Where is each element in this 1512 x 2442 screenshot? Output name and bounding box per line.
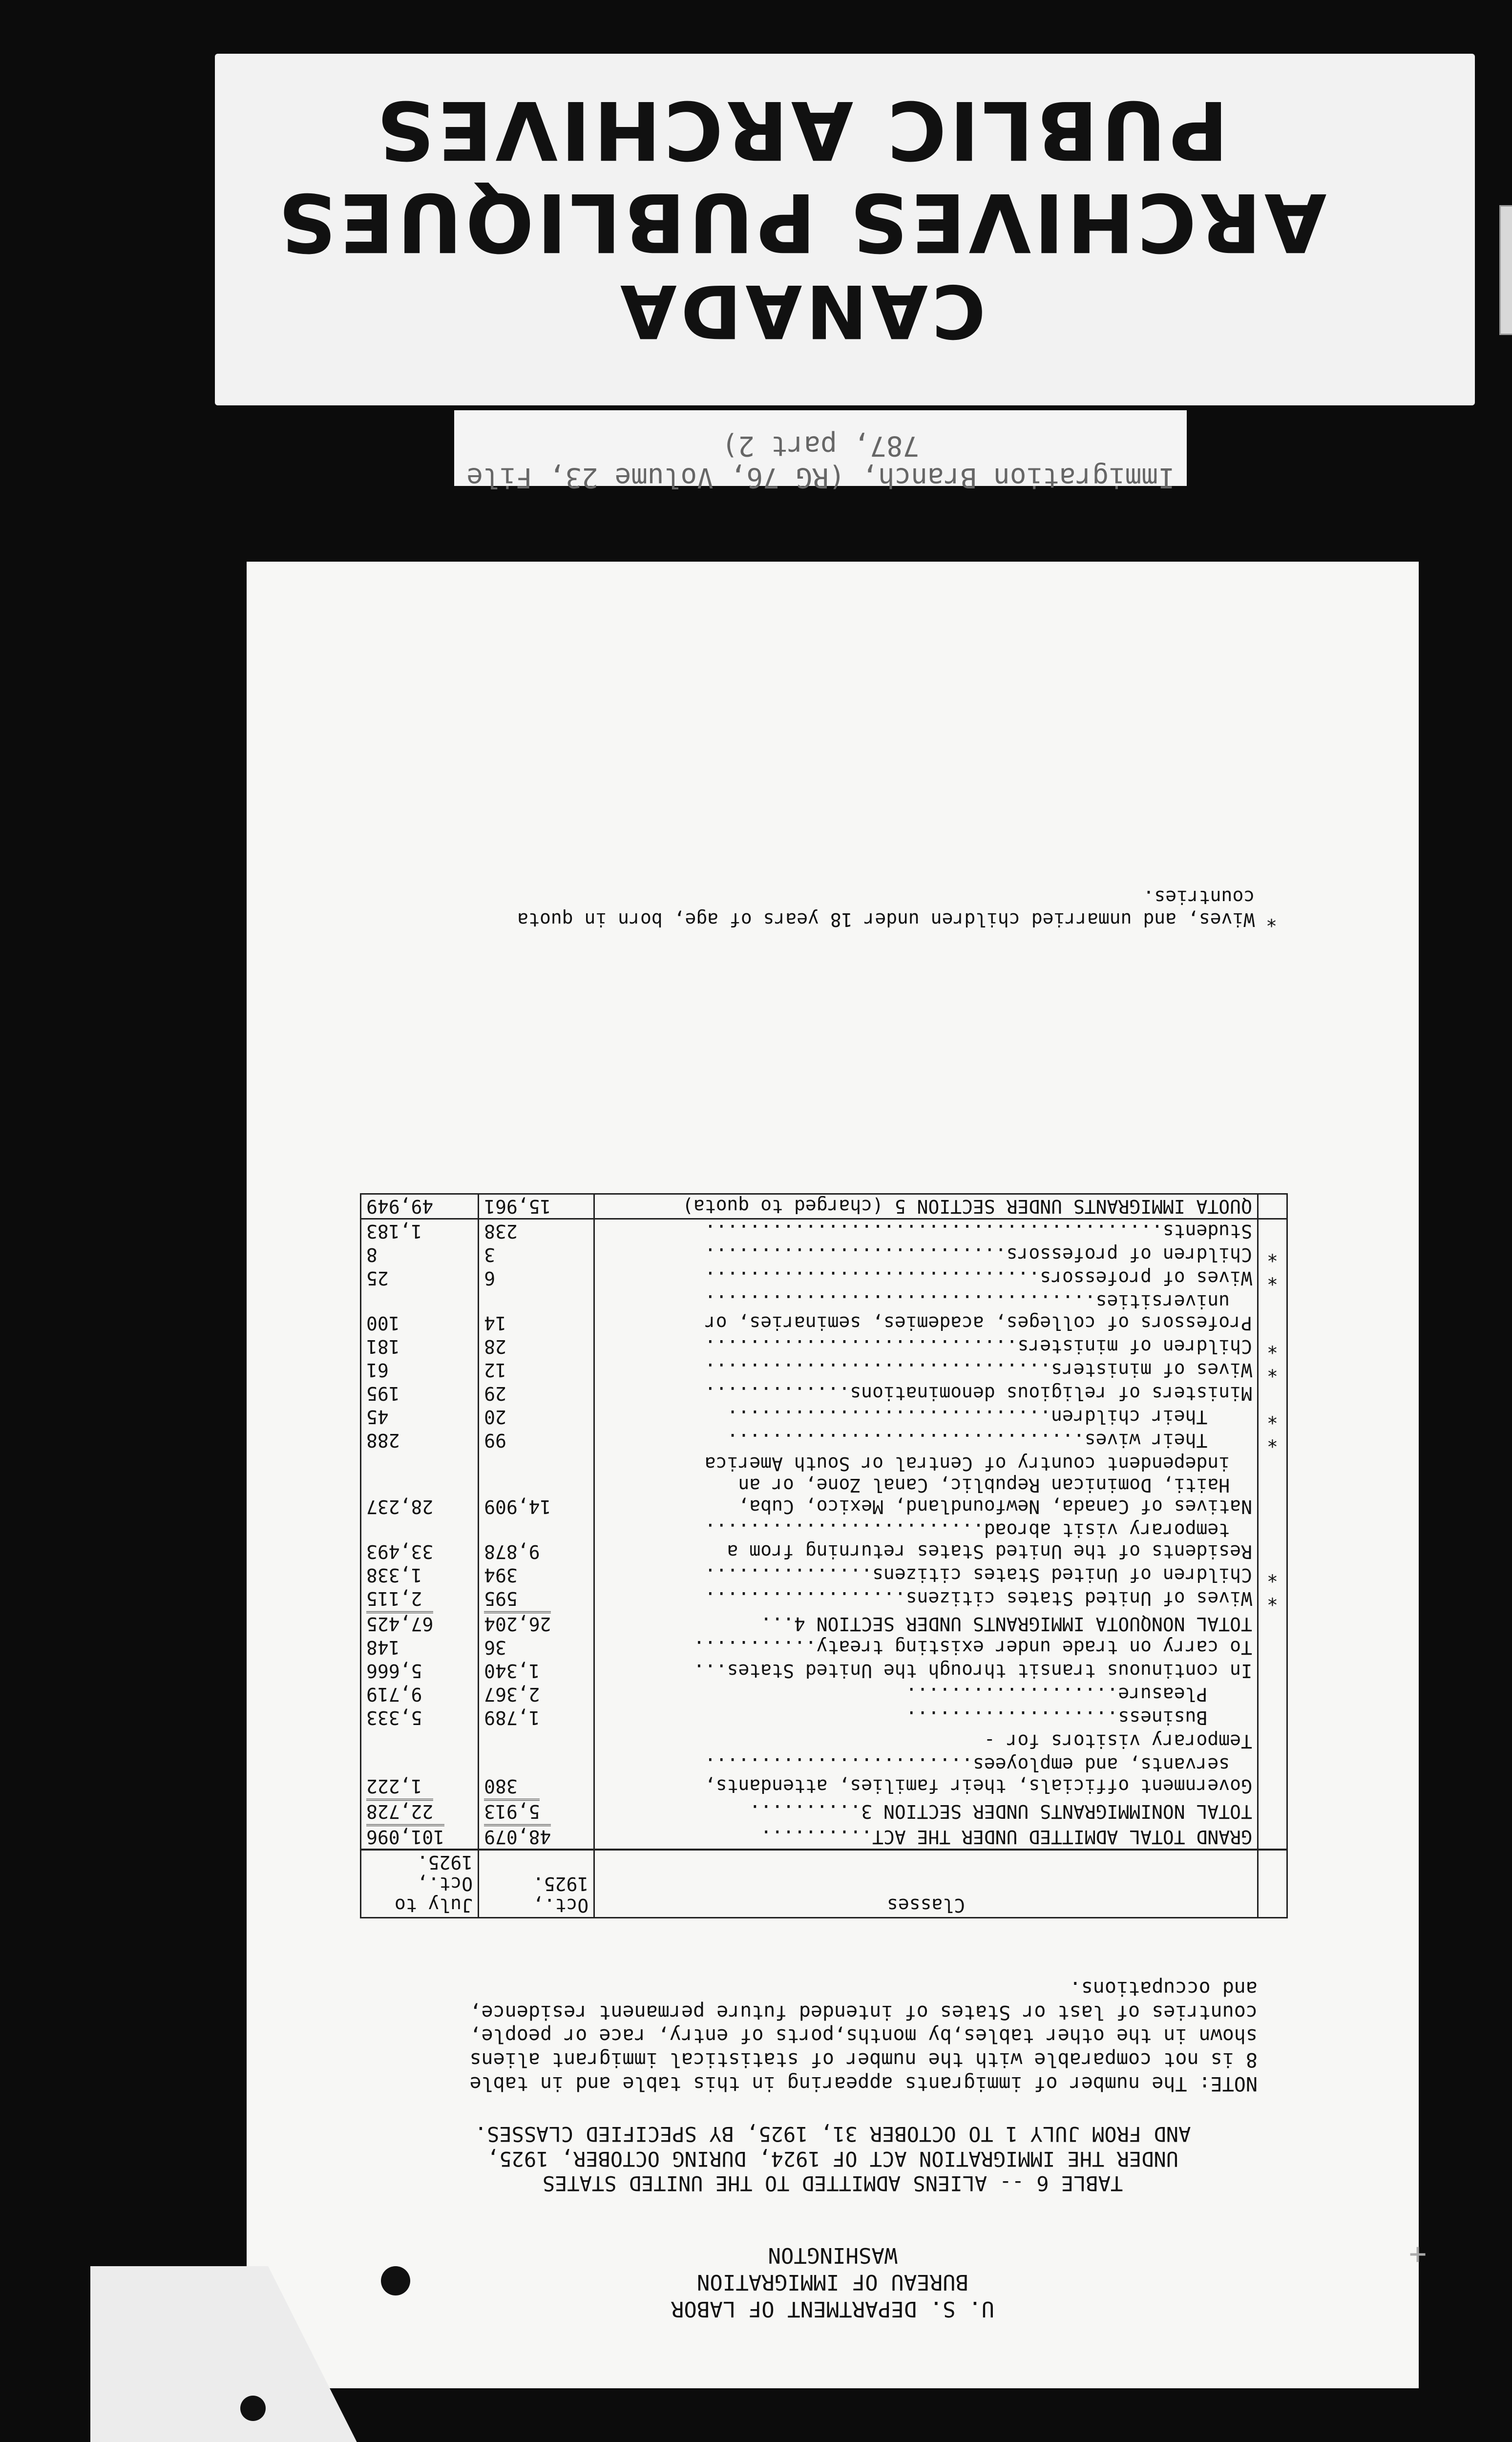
row-footnote-marker	[1258, 1798, 1287, 1823]
row-class-label: Children of ministers............................	[594, 1335, 1258, 1358]
row-footnote-marker: *	[1258, 1587, 1287, 1610]
table-row	[361, 1194, 1287, 1219]
row-oct-value: 12	[479, 1358, 594, 1382]
row-class-label: Temporary visitors for -	[594, 1729, 1258, 1753]
table-title	[247, 2122, 1419, 2195]
row-july-oct-value: 49,949	[361, 1194, 479, 1219]
row-oct-value: 595	[479, 1587, 594, 1610]
table-row	[361, 1563, 1287, 1587]
row-oct-value: 394	[479, 1563, 594, 1587]
title-line-1: TABLE 6 -- ALIENS ADMITTED TO THE UNITED STATES	[542, 2171, 1123, 2195]
row-class-label: QUOTA IMMIGRANTS UNDER SECTION 5 (charged to quota)	[594, 1194, 1258, 1219]
row-july-oct-value: 28,237	[361, 1452, 479, 1518]
row-july-oct-value: 8	[361, 1243, 479, 1266]
row-footnote-marker	[1258, 1452, 1287, 1518]
banner-line-canada: CANADA	[616, 268, 986, 353]
letterhead	[247, 2242, 1419, 2322]
table-row	[361, 1706, 1287, 1729]
row-july-oct-value: 9,719	[361, 1683, 479, 1706]
row-class-label: GRAND TOTAL ADMITTED UNDER THE ACT..........	[594, 1823, 1258, 1850]
document-page	[247, 562, 1427, 2388]
banner-line-archives-publiques: ARCHIVES PUBLIQUES	[275, 175, 1327, 270]
table-row	[361, 1219, 1287, 1243]
row-class-label: TOTAL NONIMMIGRANTS UNDER SECTION 3..........	[594, 1798, 1258, 1823]
row-class-label: In continuous transit through the United States...	[594, 1659, 1258, 1683]
row-oct-value: 1,340	[479, 1659, 594, 1683]
total-value: 48,079	[484, 1824, 551, 1848]
banner-tab	[1499, 205, 1512, 335]
table-row	[361, 1290, 1287, 1335]
row-oct-value: 14,909	[479, 1452, 594, 1518]
row-july-oct-value: 2,115	[361, 1587, 479, 1610]
note-paragraph: NOTE: The number of immigrants appearing in this table and in table 8 is not comparable with the number of statistical immigrant aliens shown in the other tables,by months,ports of entry, race or people, countries of last or States of intended future permanent residence, and occupations.	[469, 1977, 1258, 2095]
row-class-label: Wives of United States citizens..................	[594, 1587, 1258, 1610]
row-july-oct-value: 5,333	[361, 1706, 479, 1729]
table-row	[361, 1729, 1287, 1753]
row-footnote-marker: *	[1258, 1405, 1287, 1429]
table-row	[361, 1610, 1287, 1636]
table-row	[361, 1452, 1287, 1518]
row-july-oct-value: 1,183	[361, 1219, 479, 1243]
stray-mark: +	[1409, 2237, 1427, 2271]
row-oct-value	[479, 1798, 594, 1823]
archives-banner	[215, 54, 1475, 405]
row-footnote-marker	[1258, 1382, 1287, 1405]
row-class-label: Professors of colleges, academies, seminaries, or universities...................................	[594, 1290, 1258, 1335]
row-oct-value: 380	[479, 1753, 594, 1798]
row-class-label: To carry on trade under existing treaty...........	[594, 1636, 1258, 1659]
row-footnote-marker: *	[1258, 1243, 1287, 1266]
row-july-oct-value: 45	[361, 1405, 479, 1429]
banner-text	[215, 83, 1387, 353]
row-oct-value: 29	[479, 1382, 594, 1405]
row-july-oct-value	[361, 1798, 479, 1823]
row-footnote-marker	[1258, 1729, 1287, 1753]
row-july-oct-value: 33,493	[361, 1518, 479, 1563]
punch-hole	[381, 2266, 410, 2295]
row-footnote-marker	[1258, 1290, 1287, 1335]
row-oct-value: 28	[479, 1335, 594, 1358]
table-row	[361, 1382, 1287, 1405]
row-july-oct-value: 181	[361, 1335, 479, 1358]
row-july-oct-value	[361, 1610, 479, 1636]
total-value: 22,728	[366, 1799, 433, 1822]
july-oct-column-header: July to Oct., 1925.	[361, 1850, 479, 1918]
row-july-oct-value: 1,338	[361, 1563, 479, 1587]
row-footnote-marker	[1258, 1610, 1287, 1636]
footnote: * Wives, and unmarried children under 18 years of age, born in quota countries.	[517, 886, 1277, 930]
row-footnote-marker	[1258, 1706, 1287, 1729]
reference-slip	[454, 410, 1187, 493]
row-july-oct-value: 288	[361, 1429, 479, 1452]
table-row	[361, 1358, 1287, 1382]
table-row	[361, 1753, 1287, 1798]
row-july-oct-value	[361, 1729, 479, 1753]
title-line-2: UNDER THE IMMIGRATION ACT OF 1924, DURING OCTOBER, 1925,	[486, 2147, 1179, 2171]
table-row	[361, 1518, 1287, 1563]
table-row	[361, 1659, 1287, 1683]
title-line-3: AND FROM JULY 1 TO OCTOBER 31, 1925, BY SPECIFIED CLASSES.	[474, 2122, 1191, 2147]
row-class-label: Government officials, their families, attendants, servants, and employees........................	[594, 1753, 1258, 1798]
row-oct-value: 2,367	[479, 1683, 594, 1706]
row-class-label: Their children.............................	[594, 1405, 1258, 1429]
row-oct-value	[479, 1729, 594, 1753]
table-row	[361, 1266, 1287, 1290]
row-class-label: Their wives................................	[594, 1429, 1258, 1452]
row-july-oct-value: 61	[361, 1358, 479, 1382]
reference-text: Immigration Branch, (RG 76, Volume 23, File 787, part 2)	[466, 430, 1175, 493]
row-oct-value: 238	[479, 1219, 594, 1243]
row-footnote-marker	[1258, 1518, 1287, 1563]
total-value: 67,425	[366, 1611, 433, 1635]
city-name: WASHINGTON	[768, 2243, 898, 2268]
row-class-label: Natives of Canada, Newfoundland, Mexico, Cuba, Haiti, Dominican Republic, Canal Zone, or an independent country of Central or South America	[594, 1452, 1258, 1518]
row-footnote-marker	[1258, 1194, 1287, 1219]
table-row	[361, 1429, 1287, 1452]
row-class-label: Residents of the United States returning from a temporary visit abroad.........................	[594, 1518, 1258, 1563]
row-oct-value: 9,878	[479, 1518, 594, 1563]
row-oct-value: 99	[479, 1429, 594, 1452]
table-row	[361, 1823, 1287, 1850]
row-class-label: Ministers of religious denominations.............	[594, 1382, 1258, 1405]
row-oct-value	[479, 1823, 594, 1850]
row-july-oct-value: 1,222	[361, 1753, 479, 1798]
row-july-oct-value: 195	[361, 1382, 479, 1405]
row-footnote-marker: *	[1258, 1358, 1287, 1382]
row-class-label: Children of United States citizens...............	[594, 1563, 1258, 1587]
row-footnote-marker: *	[1258, 1429, 1287, 1452]
classes-table	[360, 1193, 1288, 1918]
row-oct-value: 3	[479, 1243, 594, 1266]
row-footnote-marker	[1258, 1219, 1287, 1243]
row-footnote-marker: *	[1258, 1563, 1287, 1587]
table-row	[361, 1636, 1287, 1659]
row-oct-value	[479, 1610, 594, 1636]
table-row	[361, 1335, 1287, 1358]
row-july-oct-value: 148	[361, 1636, 479, 1659]
row-oct-value: 1,789	[479, 1706, 594, 1729]
row-footnote-marker: *	[1258, 1335, 1287, 1358]
row-class-label: TOTAL NONQUOTA IMMIGRANTS UNDER SECTION 4...	[594, 1610, 1258, 1636]
row-class-label: Children of professors...........................	[594, 1243, 1258, 1266]
total-value: 101,096	[366, 1824, 444, 1848]
row-july-oct-value: 5,666	[361, 1659, 479, 1683]
row-oct-value: 14	[479, 1290, 594, 1335]
row-class-label: Students.........................................	[594, 1219, 1258, 1243]
tag-punch-hole	[240, 2396, 266, 2421]
row-class-label: Pleasure...................	[594, 1683, 1258, 1706]
row-footnote-marker	[1258, 1636, 1287, 1659]
star-column-header	[1258, 1850, 1287, 1918]
row-oct-value: 36	[479, 1636, 594, 1659]
row-oct-value: 6	[479, 1266, 594, 1290]
table-body	[361, 1194, 1287, 1850]
table-row	[361, 1243, 1287, 1266]
table-row	[361, 1798, 1287, 1823]
department-name: U. S. DEPARTMENT OF LABOR	[671, 2296, 995, 2321]
row-footnote-marker	[1258, 1823, 1287, 1850]
row-july-oct-value	[361, 1823, 479, 1850]
oct-column-header: Oct., 1925.	[479, 1850, 594, 1918]
table-row	[361, 1587, 1287, 1610]
row-footnote-marker: *	[1258, 1266, 1287, 1290]
total-value: 5,913	[484, 1799, 540, 1822]
row-oct-value: 20	[479, 1405, 594, 1429]
document-page-rotated	[247, 562, 1419, 2388]
row-oct-value: 15,961	[479, 1194, 594, 1219]
total-value: 26,204	[484, 1611, 551, 1635]
banner-line-public-archives: PUBLIC ARCHIVES	[373, 83, 1229, 177]
row-footnote-marker	[1258, 1659, 1287, 1683]
table-row	[361, 1683, 1287, 1706]
row-july-oct-value: 25	[361, 1266, 479, 1290]
table-row	[361, 1405, 1287, 1429]
classes-column-header: Classes	[594, 1850, 1258, 1918]
row-footnote-marker	[1258, 1683, 1287, 1706]
row-class-label: Wives of professors..............................	[594, 1266, 1258, 1290]
row-class-label: Wives of ministers...............................	[594, 1358, 1258, 1382]
row-july-oct-value: 100	[361, 1290, 479, 1335]
bureau-name: BUREAU OF IMMIGRATION	[696, 2270, 969, 2295]
row-footnote-marker	[1258, 1753, 1287, 1798]
row-class-label: Business...................	[594, 1706, 1258, 1729]
